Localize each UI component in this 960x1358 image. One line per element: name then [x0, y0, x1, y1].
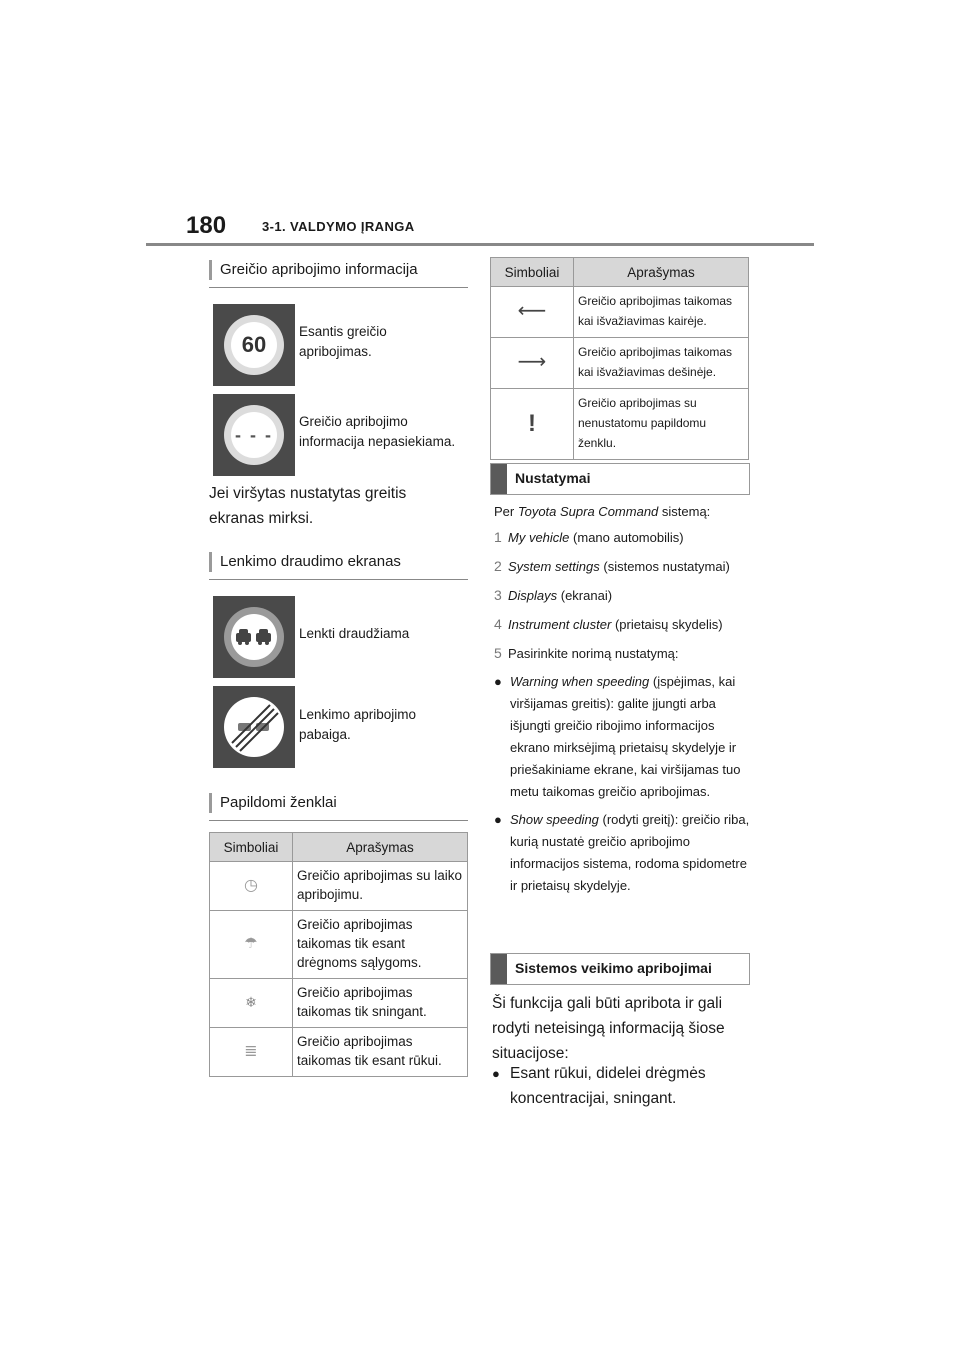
limits-heading-box — [490, 953, 750, 985]
exclamation-icon: ! — [491, 389, 574, 460]
row-description: Greičio apribojimas taikomas kai išvažiavimas dešinėje. — [574, 338, 749, 389]
limits-heading: Sistemos veikimo apribojimai — [515, 960, 712, 976]
column-header-description: Aprašymas — [574, 258, 749, 287]
bullet-item — [492, 1061, 757, 1111]
speed-info-unavailable-sign — [213, 394, 295, 476]
section-rule — [209, 579, 468, 580]
table-row — [491, 389, 749, 460]
end-restriction-icon — [224, 697, 284, 757]
step-item: 4 Instrument cluster (prietaisų skydelis) — [494, 616, 723, 632]
fog-icon: ≣ — [210, 1028, 293, 1077]
unavailable-label: Greičio apribojimo informacija nepasiekiama. — [299, 414, 456, 449]
unavailable-dashes: - - - — [235, 424, 273, 445]
step-item: 2 System settings (sistemos nustatymai) — [494, 558, 730, 574]
snowflake-icon: ❄ — [210, 979, 293, 1028]
clock-icon: ◷ — [210, 862, 293, 911]
limits-text: Ši funkcija gali būti apribota ir gali rodyti neteisingą informaciją šiose situacijose: — [492, 995, 725, 1062]
speed-limit-label: Esantis greičio apribojimas. — [299, 324, 387, 359]
step-item: 5 Pasirinkite norimą nustatymą: — [494, 645, 679, 661]
section-rule — [209, 287, 468, 288]
section-rule — [209, 820, 468, 821]
end-of-no-overtaking-sign — [213, 686, 295, 768]
row-description: Greičio apribojimas taikomas tik sningant. — [293, 979, 468, 1028]
column-header-symbols: Simboliai — [491, 258, 574, 287]
extra-signs-table — [209, 832, 468, 1077]
step-item: 3 Displays (ekranai) — [494, 587, 613, 603]
column-header-symbols: Simboliai — [210, 833, 293, 862]
no-overtaking-label: Lenkti draudžiama — [299, 626, 410, 641]
settings-intro: Per Toyota Supra Command sistemą: — [494, 504, 711, 519]
table-row — [210, 862, 468, 911]
row-description: Greičio apribojimas taikomas kai išvažiavimas kairėje. — [574, 287, 749, 338]
exit-signs-table — [490, 257, 749, 460]
bullet-item: ● Warning when speeding (įspėjimas, kai viršijamas greitis): galite įjungti arba išjungti greičio ribojimo informacijos ekrano mirksėjimą prietaisų skydelyje ir priešakiniame ekrane, kai viršijamas tuo metu taikomas greičio apribojimas. — [494, 671, 754, 803]
column-header-description: Aprašymas — [293, 833, 468, 862]
bullet-dot-icon: ● — [494, 674, 502, 689]
page-number: 180 — [186, 212, 227, 239]
settings-heading: Nustatymai — [515, 470, 591, 486]
table-row — [491, 338, 749, 389]
settings-steps — [494, 526, 754, 897]
row-description: Greičio apribojimas taikomas tik esant rūkui. — [293, 1028, 468, 1077]
speed-limit-60-sign — [213, 304, 295, 386]
row-description: Greičio apribojimas taikomas tik esant drėgnoms sąlygoms. — [293, 911, 468, 979]
row-description: Greičio apribojimas su laiko apribojimu. — [293, 862, 468, 911]
bullet-dot-icon: ● — [494, 812, 502, 827]
settings-heading-box — [490, 463, 750, 495]
cars-icon — [235, 627, 273, 647]
table-row — [210, 1028, 468, 1077]
chapter-title: 3-1. VALDYMO ĮRANGA — [262, 219, 415, 234]
rain-cloud-icon: ☂ — [210, 911, 293, 979]
header-rule — [146, 243, 814, 246]
step-item: 1 My vehicle (mano automobilis) — [494, 529, 684, 545]
section-heading-extra-signs: Papildomi ženklai — [209, 793, 475, 813]
row-description: Greičio apribojimas su nenustatomu papildomu ženklu. — [574, 389, 749, 460]
blink-note: Jei viršytas nustatytas greitis ekranas mirksi. — [209, 485, 407, 527]
speed-limit-value: 60 — [241, 332, 267, 357]
section-heading-overtaking: Lenkimo draudimo ekranas — [209, 552, 475, 572]
bullet-dot-icon: ● — [492, 1066, 500, 1081]
arrow-right-icon: ⟶ — [491, 338, 574, 389]
section-heading-speed-info: Greičio apribojimo informacija — [209, 260, 475, 280]
bullet-item: ● Show speeding (rodyti greitį): greičio riba, kurią nustatė greičio apribojimo informacijos sistema, rodoma spidometre ir prietaisų skydelyje. — [494, 809, 754, 897]
table-row — [491, 287, 749, 338]
table-row — [210, 911, 468, 979]
end-of-no-overtaking-label: Lenkimo apribojimo pabaiga. — [299, 707, 417, 742]
table-row — [210, 979, 468, 1028]
no-overtaking-sign — [213, 596, 295, 678]
arrow-left-icon: ⟵ — [491, 287, 574, 338]
limits-bullet-text: Esant rūkui, didelei drėgmės koncentracijai, sningant. — [510, 1065, 706, 1107]
